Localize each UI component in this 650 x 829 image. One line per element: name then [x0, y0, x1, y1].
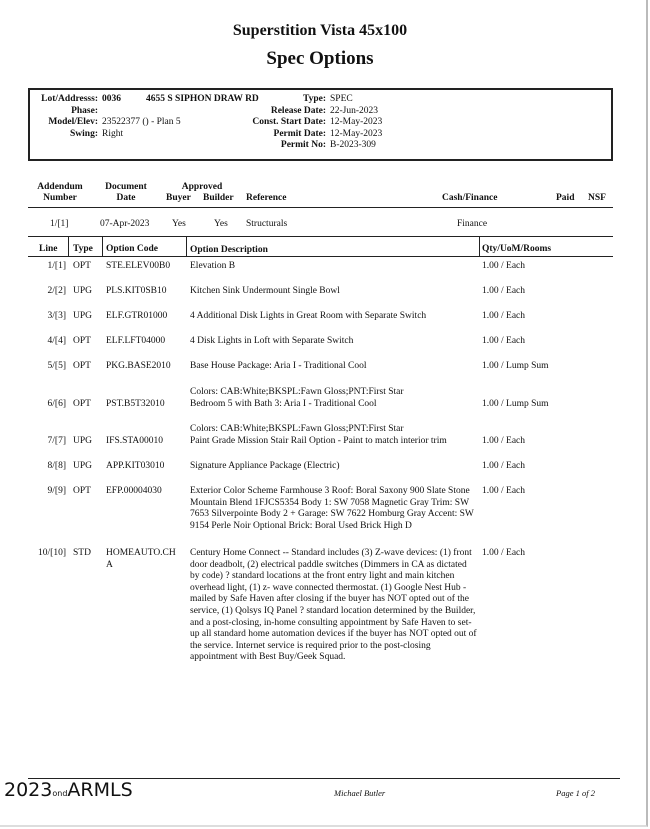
hdr-option-description: Option Description — [190, 245, 268, 255]
row-code: STE.ELEV00B0 — [106, 261, 171, 271]
addendum-cash-finance: Finance — [457, 219, 488, 229]
lot-value: 0036 — [102, 94, 121, 104]
row-line: 6/[6] — [47, 399, 66, 409]
permit-no-label: Permit No: — [280, 140, 326, 151]
row-line: 1/[1] — [47, 261, 66, 271]
row-line: 5/[5] — [47, 361, 66, 371]
release-date-value: 22-Jun-2023 — [330, 105, 379, 116]
row-description: Base House Package: Aria I - Traditional Cool — [190, 361, 367, 371]
phase-label: Phase: — [71, 105, 98, 116]
row-qty: 1.00 / Each — [482, 461, 526, 471]
row-type: OPT — [73, 399, 91, 409]
options-header-rule — [28, 256, 613, 257]
row-line: 8/[8] — [47, 461, 66, 471]
hdr-number: Number — [43, 193, 77, 203]
row-description: Elevation B — [190, 261, 236, 271]
hdr-addendum: Addendum — [37, 182, 83, 192]
const-start-label: Const. Start Date: — [252, 117, 326, 128]
armls-watermark: 2023ondARMLS — [4, 779, 133, 801]
document-subtitle: Spec Options — [266, 48, 374, 69]
row-qty: 1.00 / Each — [482, 436, 526, 446]
row-type: OPT — [73, 261, 91, 271]
row-type: OPT — [73, 361, 91, 371]
row-type: OPT — [73, 336, 91, 346]
address-value: 4655 S SIPHON DRAW RD — [146, 94, 259, 104]
col-divider-type — [68, 237, 69, 256]
row-type: STD — [73, 548, 91, 558]
row-description: Bedroom 5 with Bath 3: Aria I - Traditional Cool — [190, 399, 377, 409]
hdr-document: Document — [105, 182, 147, 192]
row-code: HOMEAUTO.CHA — [106, 548, 176, 570]
row-description: Kitchen Sink Undermount Single Bowl — [190, 286, 340, 296]
col-divider-desc — [186, 237, 187, 256]
addendum-header-rule — [28, 207, 613, 208]
swing-value: Right — [102, 128, 124, 139]
lot-info-box — [28, 88, 613, 161]
row-description: Century Home Connect -- Standard includes (3) Z-wave devices: (1) front door deadbolt, (2) electrical paddle switches (Dimmers in CA as dictated by code) ? standard locations at the front entry light and main kitchen overhead light, (1) z- wave connected thermostat. (1) Google Nest Hub - mailed by Safe Haven after closing if the buyer has NOT opted out of the service, (1) Qolsys IQ Panel ? standard location determined by the Builder, and a post-closing, in-home consulting appointment by Safe Haven to set-up all standard home automation devices if the buyer has NOT opted out of the service. Internet service is required prior to the post-closing appointment with Best Buy/Geek Squad. — [190, 548, 477, 663]
hdr-cash-finance: Cash/Finance — [442, 193, 498, 203]
permit-no-value: B-2023-309 — [330, 140, 376, 151]
col-divider-code — [102, 237, 103, 256]
row-type: UPG — [73, 286, 93, 296]
hdr-reference: Reference — [246, 193, 287, 203]
row-qty: 1.00 / Each — [482, 286, 526, 296]
row-code: PST.B5T32010 — [106, 399, 165, 409]
swing-label: Swing: — [70, 128, 98, 139]
row-qty: 1.00 / Each — [482, 261, 526, 271]
row-type: UPG — [73, 461, 93, 471]
row-qty: 1.00 / Each — [482, 486, 526, 496]
row-colors-note: Colors: CAB:White;BKSPL:Fawn Gloss;PNT:First Star — [190, 424, 404, 434]
row-qty: 1.00 / Each — [482, 548, 526, 558]
row-code: ELF.GTR01000 — [106, 311, 168, 321]
type-value: SPEC — [330, 94, 353, 104]
page-number: Page 1 of 2 — [556, 788, 595, 798]
row-qty: 1.00 / Each — [482, 311, 526, 321]
row-code: APP.KIT03010 — [106, 461, 165, 471]
row-line: 10/[10] — [38, 548, 66, 558]
row-description: Paint Grade Mission Stair Rail Option - Paint to match interior trim — [190, 436, 447, 446]
row-qty: 1.00 / Lump Sum — [482, 361, 549, 371]
row-line: 2/[2] — [47, 286, 66, 296]
hdr-buyer: Buyer — [166, 193, 191, 203]
hdr-approved: Approved — [181, 182, 223, 192]
hdr-date: Date — [116, 193, 136, 203]
hdr-nsf: NSF — [588, 193, 606, 203]
row-code: EFP.00004030 — [106, 486, 162, 496]
hdr-option-code: Option Code — [106, 244, 158, 254]
addendum-builder: Yes — [214, 219, 228, 229]
addendum-number: 1/[1] — [50, 219, 69, 229]
row-code: ELF.LFT04000 — [106, 336, 166, 346]
col-divider-qty — [479, 237, 480, 256]
release-date-label: Release Date: — [270, 105, 326, 116]
footer-agent-name: Michael Butler — [334, 788, 386, 798]
hdr-type: Type — [73, 244, 93, 254]
row-description: 4 Additional Disk Lights in Great Room with Separate Switch — [190, 311, 427, 321]
row-line: 4/[4] — [47, 336, 66, 346]
const-start-value: 12-May-2023 — [330, 117, 383, 128]
row-description: Signature Appliance Package (Electric) — [190, 461, 340, 471]
row-code: PLS.KIT0SB10 — [106, 286, 167, 296]
row-type: OPT — [73, 486, 91, 496]
model-value: 23522377 () - Plan 5 — [102, 117, 181, 128]
lot-label: Lot/Addresss: — [41, 94, 98, 104]
row-line: 7/[7] — [47, 436, 66, 446]
row-description: Exterior Color Scheme Farmhouse 3 Roof: Boral Saxony 900 Slate Stone Mountain Blend 1FJCS5354 Body 1: SW 7058 Magnetic Gray Trim: SW 7653 Silverpointe Body 2 + Garage: SW 7622 Homburg Gray Accent: SW 9154 Perle Noir Optional Brick: Boral Used Brick High D — [190, 486, 474, 531]
hdr-line: Line — [39, 244, 58, 254]
permit-date-value: 12-May-2023 — [330, 128, 383, 139]
row-code: PKG.BASE2010 — [106, 361, 171, 371]
type-label: Type: — [302, 94, 326, 104]
row-type: UPG — [73, 311, 93, 321]
hdr-paid: Paid — [556, 193, 575, 203]
addendum-reference: Structurals — [246, 219, 288, 229]
row-code: IFS.STA00010 — [106, 436, 164, 446]
row-qty: 1.00 / Each — [482, 336, 526, 346]
row-type: UPG — [73, 436, 93, 446]
row-qty: 1.00 / Lump Sum — [482, 399, 549, 409]
addendum-buyer: Yes — [172, 219, 186, 229]
row-line: 9/[9] — [47, 486, 66, 496]
hdr-builder: Builder — [203, 193, 234, 203]
document-title: Superstition Vista 45x100 — [232, 22, 408, 39]
options-top-rule — [28, 236, 613, 237]
permit-date-label: Permit Date: — [273, 128, 326, 139]
model-label: Model/Elev: — [48, 117, 98, 128]
addendum-date: 07-Apr-2023 — [100, 219, 150, 229]
hdr-qty: Qty/UoM/Rooms — [482, 244, 552, 254]
row-colors-note: Colors: CAB:White;BKSPL:Fawn Gloss;PNT:First Star — [190, 387, 404, 397]
row-line: 3/[3] — [47, 311, 66, 321]
row-description: 4 Disk Lights in Loft with Separate Switch — [190, 336, 354, 346]
